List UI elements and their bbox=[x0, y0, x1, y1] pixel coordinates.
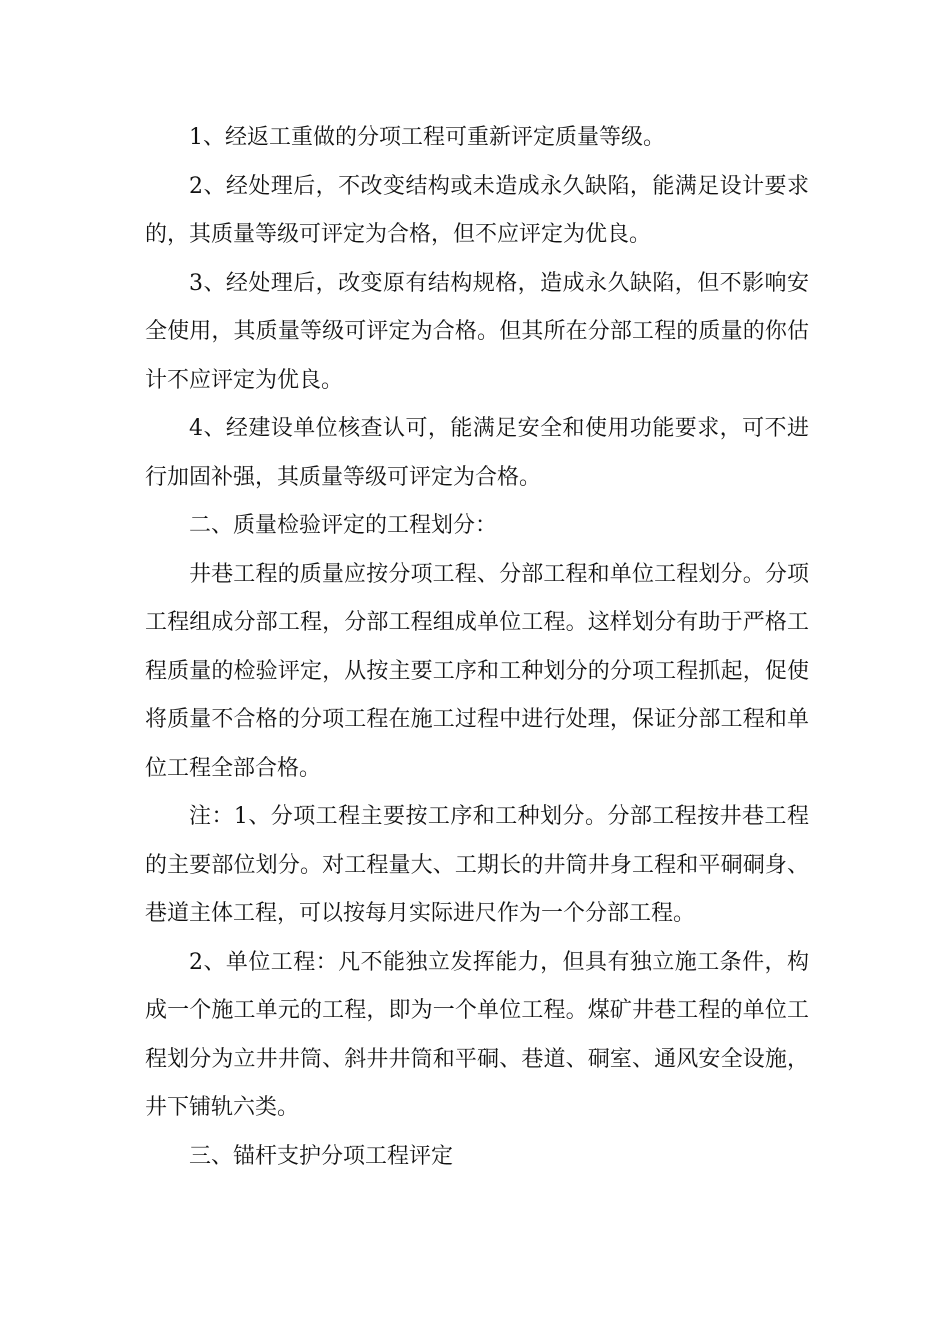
paragraph-note-2-unit-project: 2、单位工程：凡不能独立发挥能力，但具有独立施工条件，构成一个施工单元的工程，即为一个单位工程。煤矿井巷工程的单位工程划分为立井井筒、斜井井筒和平硐、巷道、硐室、通风安全设施，井下铺轨六类。 bbox=[145, 949, 809, 1120]
paragraph-treated-structure-change: 3、经处理后，改变原有结构规格，造成永久缺陷，但不影响安全使用，其质量等级可评定为合格。但其所在分部工程的质量的你估计不应评定为优良。 bbox=[145, 270, 809, 393]
section-heading-division: 二、质量检验评定的工程划分： bbox=[189, 513, 498, 538]
section-heading-anchor-support: 三、锚杆支护分项工程评定 bbox=[189, 1143, 454, 1169]
paragraph-rework-regrade: 1、经返工重做的分项工程可重新评定质量等级。 bbox=[189, 125, 665, 150]
document-body bbox=[145, 114, 809, 1181]
paragraph-note-1: 注：1、分项工程主要按工序和工种划分。分部工程按井巷工程的主要部位划分。对工程量大、工期长的井筒井身工程和平硐硐身、巷道主体工程，可以按每月实际进尺作为一个分部工程。 bbox=[145, 804, 809, 926]
paragraph-treated-no-structure-change: 2、经处理后，不改变结构或未造成永久缺陷，能满足设计要求的，其质量等级可评定为合格，但不应评定为优良。 bbox=[145, 173, 809, 247]
paragraph-division-rules: 井巷工程的质量应按分项工程、分部工程和单位工程划分。分项工程组成分部工程，分部工程组成单位工程。这样划分有助于严格工程质量的检验评定，从按主要工序和工种划分的分项工程抓起，促使将质量不合格的分项工程在施工过程中进行处理，保证分部工程和单位工程全部合格。 bbox=[145, 561, 809, 781]
paragraph-owner-approval: 4、经建设单位核查认可，能满足安全和使用功能要求，可不进行加固补强，其质量等级可评定为合格。 bbox=[145, 416, 809, 490]
